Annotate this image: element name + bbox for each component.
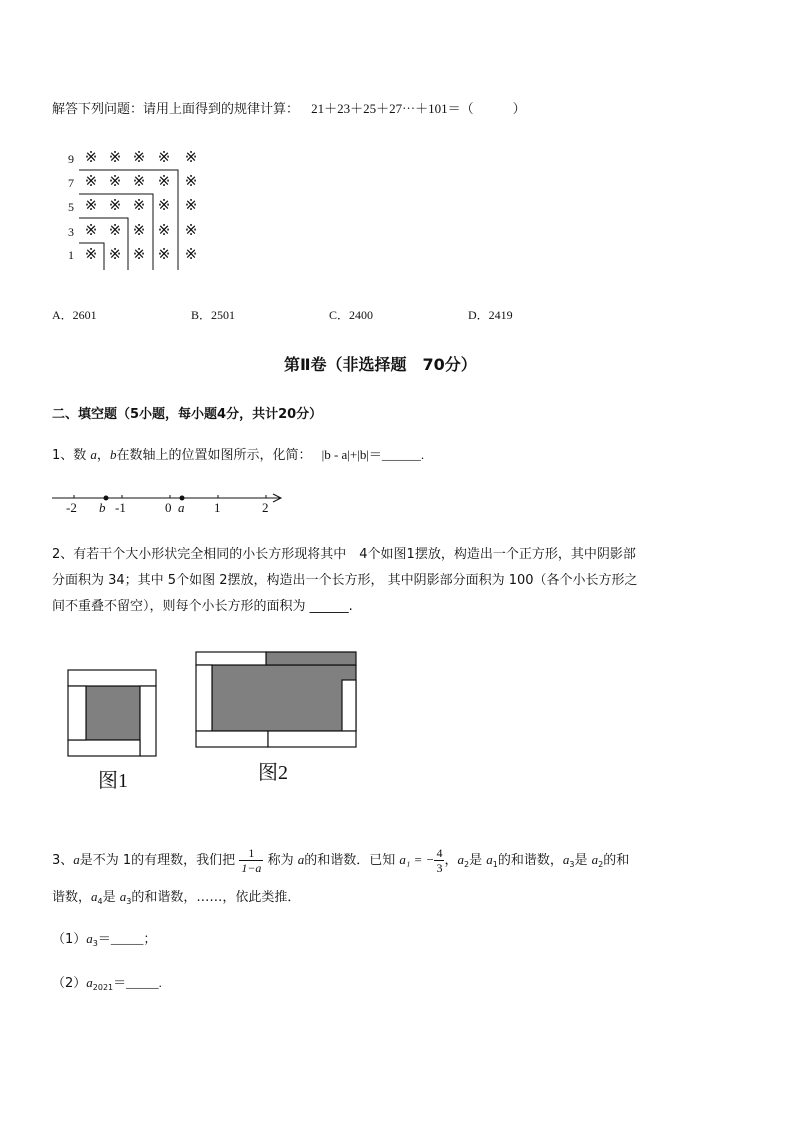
q3-sub-3b: 3 — [126, 897, 132, 906]
star-cell: ※ — [184, 148, 198, 166]
nl-label-2: 2 — [262, 500, 269, 515]
star-cell: ※ — [108, 172, 122, 190]
q3-var-a2: a — [457, 852, 464, 867]
q1-comma: ， — [96, 448, 110, 463]
q3-sub-3: 3 — [569, 860, 575, 869]
number-line — [52, 488, 292, 520]
q1-var-b: b — [109, 447, 117, 462]
star-cell: ※ — [108, 245, 122, 263]
star-cell: ※ — [132, 221, 146, 239]
q3-line1 — [52, 846, 629, 875]
q3-sub-4: 4 — [97, 897, 103, 906]
q3-var-a3b: a — [119, 889, 127, 904]
star-cell: ※ — [132, 245, 146, 263]
q3-part1-answer[interactable]: ＝_____； — [97, 931, 157, 946]
q3-given-a1: a₁ = − — [399, 852, 435, 867]
q3-part2-var: a — [86, 975, 93, 990]
option-b[interactable]: B．2501 — [191, 308, 236, 322]
star-cell: ※ — [108, 196, 122, 214]
given-den: 3 — [436, 861, 443, 875]
harmonic-fraction — [239, 846, 263, 875]
q3-line2-a: 谐数， — [52, 890, 92, 905]
q1-var-a: a — [90, 447, 97, 462]
q3-var-a2b: a — [591, 852, 599, 867]
q3-prefix: 3、 — [52, 853, 74, 868]
fig2-rect-bottom-right — [268, 731, 356, 747]
row-label-5: 5 — [68, 200, 74, 214]
fig1-shade — [86, 686, 140, 740]
section-subtitle: 二、填空题（5小题，每小题4分，共计20分） — [52, 407, 323, 422]
star-cell: ※ — [84, 148, 98, 166]
pattern-question — [52, 100, 526, 119]
q3-part2 — [52, 974, 162, 997]
q3-part1 — [52, 930, 156, 953]
fig1-rect-left — [68, 686, 86, 740]
pattern-question-expr: 21＋23＋25＋27⋯＋101＝（ ） — [311, 101, 526, 116]
figure-1-label: 图1 — [98, 770, 128, 792]
q3-part2-prefix: （2） — [52, 976, 87, 991]
row-label-7: 7 — [68, 176, 74, 190]
row-label-9: 9 — [68, 152, 74, 166]
q3-var-a3: a — [562, 852, 570, 867]
q3-var-a-2: a — [297, 852, 305, 867]
row-label-1: 1 — [68, 248, 74, 262]
q3-text-6: 的和谐数， — [497, 853, 563, 868]
fig2-shade — [212, 665, 356, 731]
star-cell: ※ — [132, 148, 146, 166]
nl-label-a: a — [178, 500, 185, 515]
q1-prefix: 1、数 — [52, 448, 87, 463]
q3-sub-1: 1 — [492, 860, 498, 869]
q3-part2-sub: 2021 — [92, 983, 114, 992]
q3-text-5: 是 — [469, 853, 483, 868]
figure-1 — [60, 666, 160, 760]
harmonic-num: 1 — [239, 846, 263, 861]
star-cell: ※ — [84, 245, 98, 263]
star-cell: ※ — [157, 172, 171, 190]
q3-sub-2: 2 — [463, 860, 470, 869]
fig1-rect-right — [140, 686, 156, 756]
star-cell: ※ — [184, 172, 198, 190]
q3-line2-c: 的和谐数，……，依此类推． — [131, 890, 301, 905]
star-cell: ※ — [157, 245, 171, 263]
pattern-question-text: 解答下列问题：请用上面得到的规律计算： — [52, 102, 300, 117]
q3-text-4: ， — [444, 853, 458, 868]
q1-expr: |b - a|+|b|＝______. — [321, 447, 425, 462]
option-c[interactable]: C．2400 — [329, 308, 374, 322]
star-grid-figure — [62, 148, 212, 273]
q3-text-8: 的和 — [603, 853, 630, 868]
q3-text-1: 是不为 1的有理数，我们把 — [79, 853, 236, 868]
q1-mid: 在数轴上的位置如图所示，化简： — [116, 448, 312, 463]
fig1-rect-top — [68, 670, 156, 686]
fig1-rect-bottom — [68, 740, 140, 756]
star-cell: ※ — [157, 148, 171, 166]
q3-var-a1: a — [486, 852, 493, 867]
nl-label-0: 0 — [165, 500, 172, 515]
star-cell: ※ — [108, 221, 122, 239]
q3-part1-var: a — [86, 931, 93, 946]
nl-label-b: b — [99, 500, 106, 515]
fig2-rect-left — [196, 665, 212, 731]
star-cell: ※ — [157, 221, 171, 239]
fig2-rect-right — [342, 680, 356, 731]
star-cell: ※ — [157, 196, 171, 214]
number-line-axis — [52, 488, 292, 520]
row-label-3: 3 — [68, 225, 74, 239]
harmonic-den: 1−a — [241, 861, 262, 875]
nl-label-1: 1 — [214, 500, 221, 515]
fig2-rect-bottom-left — [196, 731, 268, 747]
q3-line2-b: 是 — [102, 890, 116, 905]
figure-2 — [194, 650, 360, 750]
q3-text-3: 的和谐数．已知 — [304, 853, 396, 868]
given-fraction — [434, 846, 444, 875]
option-d[interactable]: D．2419 — [468, 308, 513, 322]
nl-label-neg2: -2 — [66, 500, 77, 515]
q1-text — [52, 446, 424, 465]
star-cell: ※ — [84, 172, 98, 190]
q3-part1-sub: 3 — [92, 939, 98, 948]
figure-2-label: 图2 — [258, 762, 288, 784]
section-title: 第Ⅱ卷（非选择题 70分） — [284, 355, 477, 374]
star-cell: ※ — [184, 245, 198, 263]
star-cell: ※ — [84, 221, 98, 239]
q2-line3: 间不重叠不留空），则每个小长方形的面积为 ______. — [52, 599, 353, 614]
q2-line2: 分面积为 34；其中 5个如图 2摆放，构造出一个长方形， 其中阴影部分面积为 100（各个小长方形之 — [52, 573, 638, 588]
q3-var-a: a — [73, 852, 80, 867]
q3-line2 — [52, 888, 300, 911]
grid-lines — [62, 148, 212, 273]
star-cell: ※ — [184, 221, 198, 239]
given-num: 4 — [436, 846, 443, 860]
q3-text-7: 是 — [574, 853, 588, 868]
q2-line1: 2、有若干个大小形状完全相同的小长方形现将其中 4个如图1摆放，构造出一个正方形，其中阴影部 — [52, 547, 636, 562]
q3-part2-answer[interactable]: ＝_____. — [113, 975, 162, 990]
star-cell: ※ — [108, 148, 122, 166]
q3-sub-2b: 2 — [598, 860, 604, 869]
fig2-rect-top — [196, 652, 266, 665]
nl-label-neg1: -1 — [115, 500, 126, 515]
q3-text-2: 称为 — [267, 853, 294, 868]
star-cell: ※ — [132, 172, 146, 190]
star-cell: ※ — [84, 196, 98, 214]
star-cell: ※ — [184, 196, 198, 214]
option-a[interactable]: A．2601 — [52, 308, 97, 322]
q3-var-a4: a — [91, 889, 98, 904]
q3-part1-prefix: （1） — [52, 932, 87, 947]
star-cell: ※ — [132, 196, 146, 214]
